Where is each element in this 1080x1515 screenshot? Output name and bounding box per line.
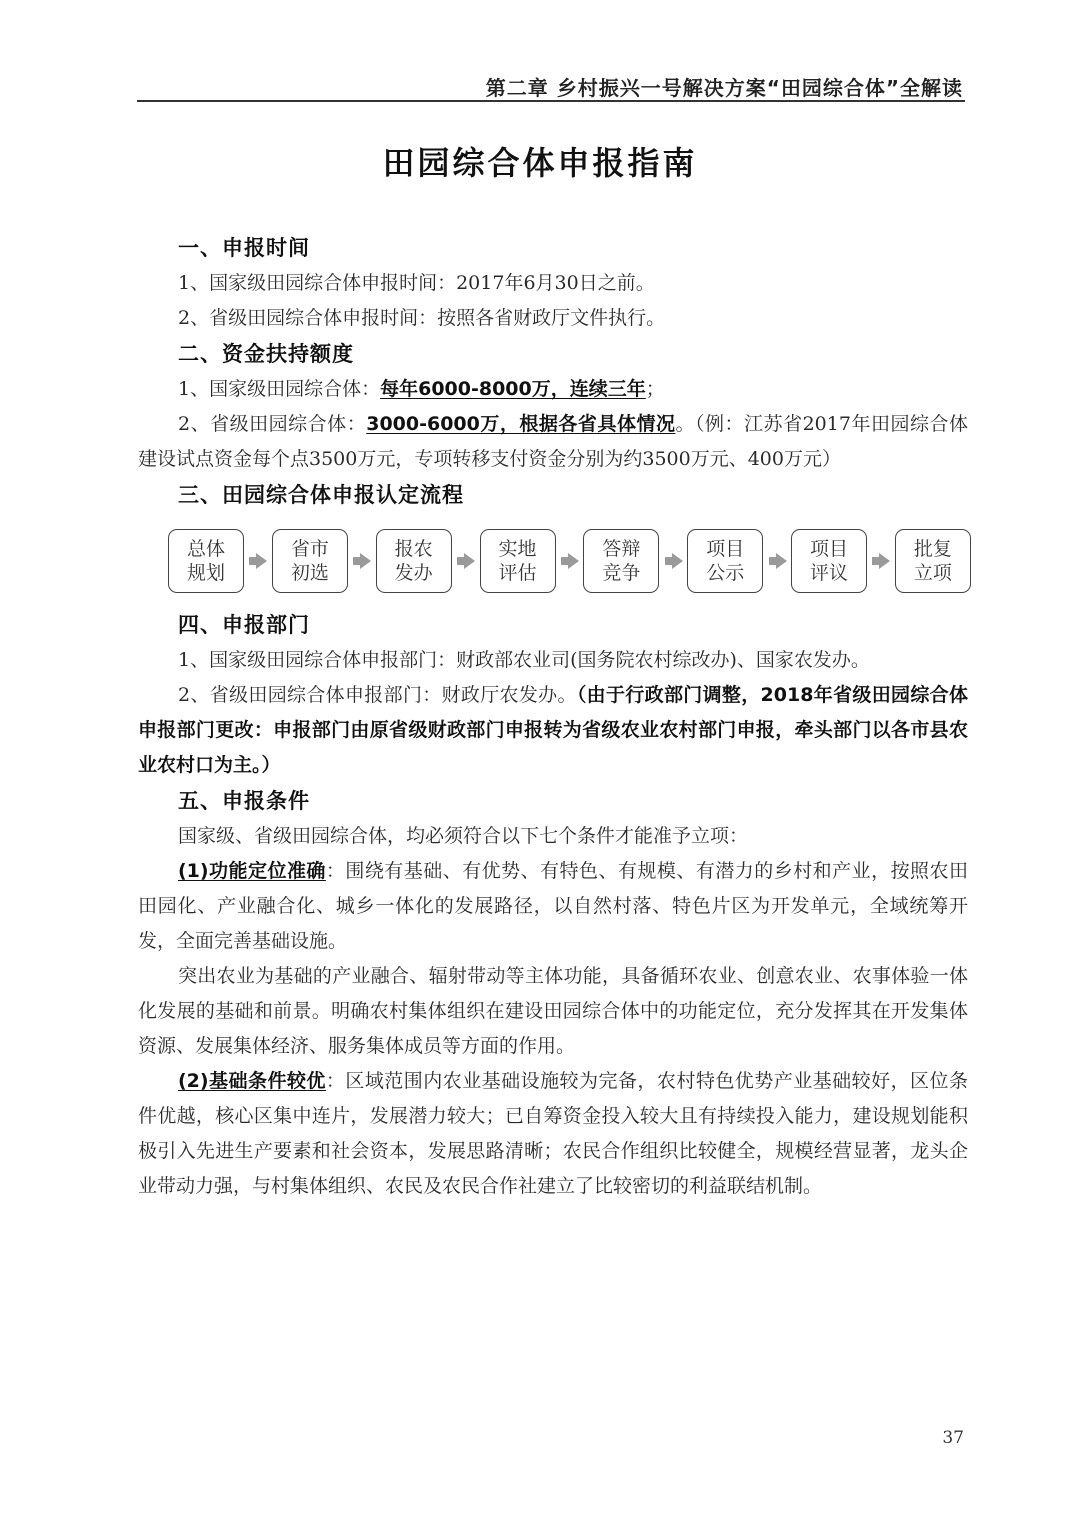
flow-step-2: 省市初选 <box>272 529 348 593</box>
s4-item-2-note: （由于行政部门调整，2018年省级田园综合体申报部门更改：申报部门由原省级财政部门申报转为省级农业农村部门申报，牵头部门以各市县农业农村口为主。） <box>138 684 969 776</box>
s2-item-2-label: 2、省级田园综合体： <box>178 413 367 435</box>
section-1-heading: 一、申报时间 <box>178 236 310 260</box>
s2-item-1-end: ； <box>645 378 665 400</box>
s4-item-2 <box>138 678 968 783</box>
s2-item-2-highlight: 3000-6000万，根据各省具体情况 <box>366 413 676 435</box>
s4-item-2-label: 2、省级田园综合体申报部门：财政厅农发办。 <box>178 684 577 706</box>
s5-condition-1-label: (1)功能定位准确 <box>178 860 326 882</box>
chapter-title: 第二章 乡村振兴一号解决方案“田园综合体”全解读 <box>485 76 963 100</box>
flow-step-4: 实地评估 <box>480 529 556 593</box>
flow-step-5: 答辩竞争 <box>583 529 659 593</box>
s5-condition-1-text: ：围绕有基础、有优势、有特色、有规模、有潜力的乡村和产业，按照农田田园化、产业融合化、城乡一体化的发展路径，以自然村落、特色片区为开发单元，全域统筹开发，全面完善基础设施。 <box>138 860 968 952</box>
s5-condition-1 <box>138 854 968 959</box>
arrow-right-icon <box>568 553 579 569</box>
flow-step-7: 项目评议 <box>791 529 867 593</box>
s1-item-2: 2、省级田园综合体申报时间：按照各省财政厅文件执行。 <box>178 307 666 329</box>
flow-step-6: 项目公示 <box>687 529 763 593</box>
arrow-right-icon <box>256 553 267 569</box>
arrow-right-icon <box>879 553 890 569</box>
section-2-heading: 二、资金扶持额度 <box>178 342 354 366</box>
arrow-right-icon <box>464 553 475 569</box>
flow-step-3: 报农发办 <box>376 529 452 593</box>
s2-item-1-label: 1、国家级田园综合体： <box>178 378 381 400</box>
flow-step-1: 总体规划 <box>168 529 244 593</box>
s5-condition-2-text: ：区域范围内农业基础设施较为完备，农村特色优势产业基础较好，区位条件优越，核心区集中连片，发展潜力较大；已自筹资金投入较大且有持续投入能力，建设规划能积极引入先进生产要素和社会资本，发展思路清晰；农民合作组织比较健全，规模经营显著，龙头企业带动力强，与村集体组织、农民及农民合作社建立了比较密切的利益联结机制。 <box>138 1070 968 1197</box>
section-4-heading: 四、申报部门 <box>178 613 310 637</box>
process-flowchart <box>168 527 971 595</box>
document-body <box>138 230 968 1204</box>
section-5-heading: 五、申报条件 <box>178 789 310 813</box>
s5-condition-2-label: (2)基础条件较优 <box>178 1070 326 1092</box>
s5-condition-2 <box>138 1064 968 1204</box>
arrow-right-icon <box>776 553 787 569</box>
s5-condition-1-para-2: 突出农业为基础的产业融合、辐射带动等主体功能，具备循环农业、创意农业、农事体验一体化发展的基础和前景。明确农村集体组织在建设田园综合体中的功能定位，充分发挥其在开发集体资源、发展集体经济、服务集体成员等方面的作用。 <box>138 965 968 1057</box>
s1-item-1: 1、国家级田园综合体申报时间：2017年6月30日之前。 <box>178 272 655 294</box>
arrow-right-icon <box>672 553 683 569</box>
section-3-heading: 三、田园综合体申报认定流程 <box>178 483 464 507</box>
s2-item-1 <box>138 372 968 407</box>
s5-intro: 国家级、省级田园综合体，均必须符合以下七个条件才能准予立项： <box>178 825 749 847</box>
s4-item-1: 1、国家级田园综合体申报部门：财政部农业司(国务院农村综改办)、国家农发办。 <box>178 649 870 671</box>
page-header <box>137 66 965 102</box>
arrow-right-icon <box>360 553 371 569</box>
s2-item-2-note: 。（例：江苏省2017年田园综合体建设试点资金每个点3500万元，专项转移支付资金分别为约3500万元、400万元） <box>138 413 969 470</box>
page-number: 37 <box>942 1428 964 1448</box>
flow-step-8: 批复立项 <box>895 529 971 593</box>
document-title: 田园综合体申报指南 <box>382 144 698 182</box>
s2-item-1-highlight: 每年6000-8000万，连续三年 <box>380 378 646 400</box>
s2-item-2 <box>138 407 968 477</box>
